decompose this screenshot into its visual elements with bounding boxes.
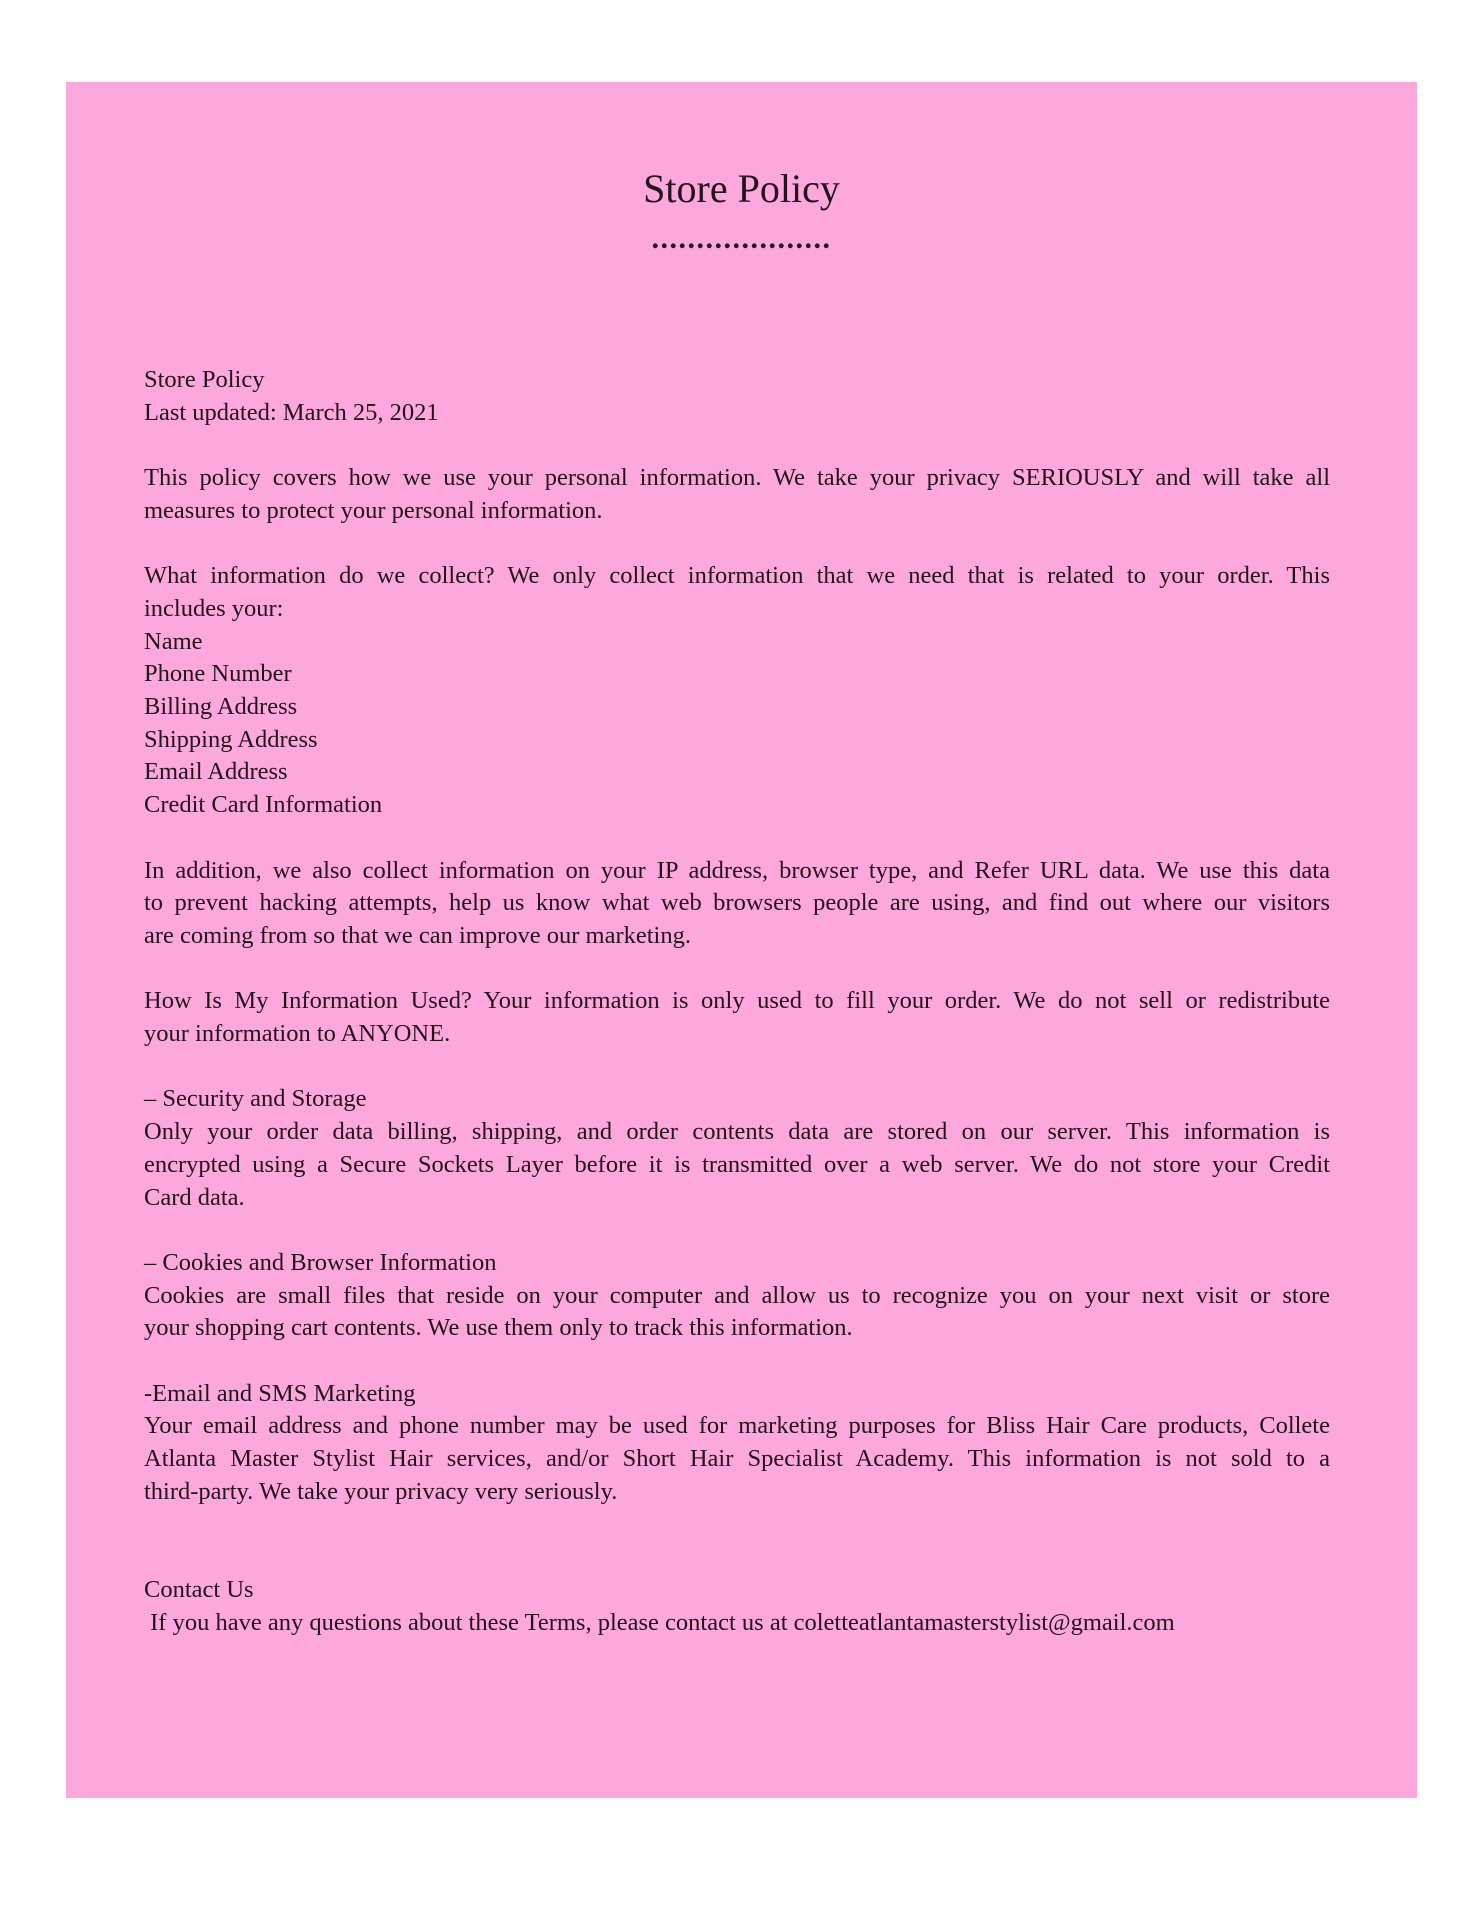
usage-line: your information to ANYONE.: [144, 1020, 451, 1047]
cookies-line: Cookies are small files that reside on your computer and allow us to recognize you on your next visit or store: [144, 1281, 1330, 1309]
contact-heading: Contact Us: [144, 1575, 254, 1603]
additional-line: are coming from so that we can improve our marketing.: [144, 921, 691, 949]
policy-page: [66, 82, 1417, 1798]
intro-line: This policy covers how we use your personal information. We take your privacy SERIOUSLY and will take all: [144, 464, 1330, 492]
additional-line: to prevent hacking attempts, help us know what web browsers people are using, and find out where our visitors: [144, 889, 1330, 917]
marketing-line: third-party. We take your privacy very seriously.: [144, 1477, 618, 1505]
collect-item: Name: [144, 627, 203, 655]
security-line: Card data.: [144, 1183, 245, 1211]
page-title: Store Policy: [643, 166, 840, 211]
collect-item: Shipping Address: [144, 725, 318, 753]
collect-item: Email Address: [144, 758, 288, 786]
collect-line: What information do we collect? We only collect information that we need that is related to your order. This: [144, 562, 1330, 590]
intro-line: measures to protect your personal information.: [144, 496, 603, 524]
marketing-line: Your email address and phone number may be used for marketing purposes for Bliss Hair Care products, Collete: [144, 1412, 1330, 1440]
cookies-heading: – Cookies and Browser Information: [144, 1248, 497, 1276]
title-divider: ....................: [651, 222, 832, 255]
collect-item: Phone Number: [144, 660, 292, 688]
policy-heading: Store Policy: [144, 366, 265, 393]
usage-line: How Is My Information Used? Your information is only used to fill your order. We do not sell or redistribute: [144, 987, 1330, 1015]
policy-body: [144, 364, 1330, 1639]
marketing-heading: -Email and SMS Marketing: [144, 1379, 416, 1407]
collect-line: includes your:: [144, 594, 284, 622]
additional-line: In addition, we also collect information on your IP address, browser type, and Refer URL data. We use this data: [144, 856, 1330, 884]
security-line: encrypted using a Secure Sockets Layer before it is transmitted over a web server. We do not store your Credit: [144, 1150, 1330, 1178]
collect-item: Billing Address: [144, 693, 298, 720]
last-updated: Last updated: March 25, 2021: [144, 398, 439, 426]
collect-item: Credit Card Information: [144, 791, 383, 819]
contact-text: If you have any questions about these Terms, please contact us at coletteatlantamasterstylist@gmail.com: [144, 1608, 1175, 1636]
security-line: Only your order data billing, shipping, and order contents data are stored on our server. This information is: [144, 1118, 1330, 1146]
cookies-line: your shopping cart contents. We use them only to track this information.: [144, 1314, 853, 1342]
marketing-line: Atlanta Master Stylist Hair services, and/or Short Hair Specialist Academy. This information is not sold to a: [144, 1445, 1330, 1473]
security-heading: – Security and Storage: [144, 1085, 367, 1113]
